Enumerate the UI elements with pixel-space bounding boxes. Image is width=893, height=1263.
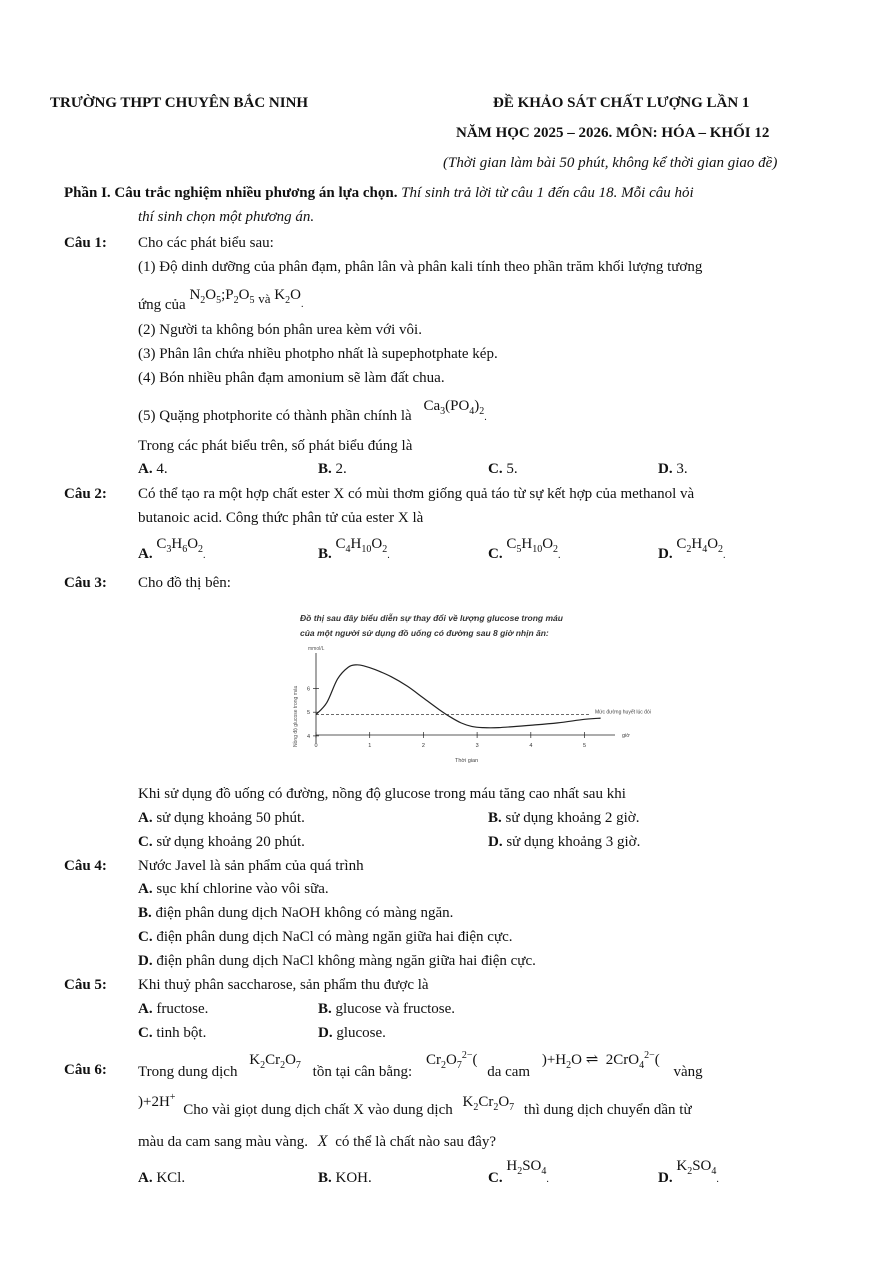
q1-option-c[interactable]: C. 5. <box>488 461 518 477</box>
q4-label: Câu 4: <box>64 858 107 874</box>
q6-line2: )+2H+ Cho vài giọt dung dịch chất X vào dung dịch $K_2Cr_2O_7$ thì dung dịch chuyển dần từ <box>138 1092 692 1118</box>
q2-line2: butanoic acid. Công thức phân tử của ester X là <box>138 510 424 526</box>
q1-statement-1: (1) Độ dinh dưỡng của phân đạm, phân lân và phân kali tính theo phần trăm khối lượng tương <box>138 259 703 275</box>
q5-label: Câu 5: <box>64 977 107 993</box>
q2-option-d[interactable]: D. $C_2H_4O_{2.}$ <box>658 536 726 562</box>
fasting-level-label: Mức đường huyết lúc đói <box>595 709 651 716</box>
q1-intro: Cho các phát biểu sau: <box>138 235 274 251</box>
exam-subtitle: NĂM HỌC 2025 – 2026. MÔN: HÓA – KHỐI 12 <box>456 125 770 141</box>
q5-option-a[interactable]: A. fructose. <box>138 1001 209 1017</box>
q1-statement-4: (4) Bón nhiều phân đạm amonium sẽ làm đất chua. <box>138 370 445 386</box>
q6-option-b[interactable]: B. KOH. <box>318 1170 372 1186</box>
q1-formula-k2o: $K_2O$ <box>274 287 301 306</box>
q1-statement-3: (3) Phân lân chứa nhiều photpho nhất là supephotphate kép. <box>138 346 498 362</box>
q1-s1-pre: ứng của <box>138 297 186 313</box>
part1-instruction: Thí sinh trả lời từ câu 1 đến câu 18. Mỗi câu hỏi <box>397 185 694 201</box>
x-tick-label: 4 <box>529 743 533 749</box>
q5-option-c[interactable]: C. tinh bột. <box>138 1025 207 1041</box>
q1-option-a[interactable]: A. 4. <box>138 461 168 477</box>
chart-yunit: mmol/L <box>308 646 325 652</box>
x-tick-label: 0 <box>314 743 318 749</box>
chart-title-line1: Đồ thị sau đây biểu diễn sự thay đổi về lượng glucose trong máu <box>300 613 563 623</box>
q1-formula-ca3po42: $Ca_3(PO_4)_2$ <box>423 398 485 417</box>
x-tick-label: 1 <box>368 743 372 749</box>
q3-option-c[interactable]: C. sử dụng khoảng 20 phút. <box>138 834 305 850</box>
q5-option-b[interactable]: B. glucose và fructose. <box>318 1001 456 1017</box>
q1-option-d[interactable]: D. 3. <box>658 461 688 477</box>
q3-option-a[interactable]: A. sử dụng khoảng 50 phút. <box>138 810 305 826</box>
q4-option-b[interactable]: B. điện phân dung dịch NaOH không có màng ngăn. <box>138 905 454 921</box>
q3-option-d[interactable]: D. sử dụng khoảng 3 giờ. <box>488 834 641 850</box>
q1-statement-2: (2) Người ta không bón phân urea kèm với vôi. <box>138 322 422 338</box>
q2-option-b[interactable]: B. $C_4H_{10}O_{2.}$ <box>318 536 390 562</box>
q6-option-d[interactable]: D. $K_2SO_{4.}$ <box>658 1158 719 1186</box>
q1-formula-n2o5-p2o5: $N_2O_5;P_2O_5$ <box>189 287 255 306</box>
q1-question: Trong các phát biểu trên, số phát biểu đúng là <box>138 438 413 454</box>
q6-label: Câu 6: <box>64 1062 107 1078</box>
q4-intro: Nước Javel là sản phẩm của quá trình <box>138 858 364 874</box>
glucose-curve <box>316 665 601 728</box>
q1-statement-5: (5) Quặng photphorite có thành phần chính là $Ca_3(PO_4)_{2.}$ <box>138 398 487 424</box>
glucose-chart <box>280 605 690 770</box>
q3-option-b[interactable]: B. sử dụng khoảng 2 giờ. <box>488 810 640 826</box>
chart-title-line2: của một người sử dụng đồ uống có đường sau 8 giờ nhịn ăn: <box>300 628 549 638</box>
y-tick-label: 6 <box>307 686 311 693</box>
q6-option-c[interactable]: C. $H_2SO_{4.}$ <box>488 1158 549 1186</box>
q6-line1: Trong dung dịch $K_2Cr_2O_7$ tồn tại cân bằng: $Cr_2O_7^{2-}$( da cam )$+H_2O$ ⇌ 2CrO$_4^{2-}$( vàng <box>138 1050 703 1080</box>
chart-xlabel: Thời gian <box>455 758 479 764</box>
q1-s5-text: (5) Quặng photphorite có thành phần chính là <box>138 408 412 424</box>
school-name: TRƯỜNG THPT CHUYÊN BẮC NINH <box>50 95 309 111</box>
q2-line1: Có thể tạo ra một hợp chất ester X có mùi thơm giống quả táo từ sự kết hợp của methanol và <box>138 486 695 502</box>
q4-option-d[interactable]: D. điện phân dung dịch NaCl không màng ngăn giữa hai điện cực. <box>138 953 536 969</box>
q1-s1-and: và <box>258 291 271 306</box>
x-tick-label: 2 <box>421 743 425 749</box>
q1-label: Câu 1: <box>64 235 107 251</box>
part1-title: Phần I. Câu trắc nghiệm nhiều phương án lựa chọn. <box>64 185 398 201</box>
q4-option-a[interactable]: A. sục khí chlorine vào vôi sữa. <box>138 881 329 897</box>
y-tick-label: 4 <box>307 733 311 740</box>
q2-option-c[interactable]: C. $C_5H_{10}O_{2.}$ <box>488 536 561 562</box>
x-tick-label: 3 <box>475 743 479 749</box>
q6-line3: màu da cam sang màu vàng. X có thể là chất nào sau đây? <box>138 1133 496 1150</box>
chart-xunit: giờ <box>622 733 630 739</box>
y-tick-label: 5 <box>307 710 311 717</box>
q3-label: Câu 3: <box>64 575 107 591</box>
time-note: (Thời gian làm bài 50 phút, không kể thời gian giao đề) <box>443 155 778 171</box>
q2-label: Câu 2: <box>64 486 107 502</box>
exam-title: ĐỀ KHẢO SÁT CHẤT LƯỢNG LẦN 1 <box>493 95 750 111</box>
part1-instruction-cont: thí sinh chọn một phương án. <box>138 209 315 225</box>
q4-option-c[interactable]: C. điện phân dung dịch NaCl có màng ngăn giữa hai điện cực. <box>138 929 513 945</box>
q1-option-b[interactable]: B. 2. <box>318 461 347 477</box>
part1-heading <box>64 185 694 202</box>
q5-intro: Khi thuỷ phân saccharose, sản phẩm thu được là <box>138 977 429 993</box>
q1-statement-1-cont: ứng của $N_2O_5;P_2O_5$ và $K_2O_.$ <box>138 287 304 313</box>
q3-question: Khi sử dụng đồ uống có đường, nồng độ glucose trong máu tăng cao nhất sau khi <box>138 786 626 802</box>
q6-option-a[interactable]: A. KCl. <box>138 1170 186 1186</box>
q3-intro: Cho đồ thị bên: <box>138 575 231 591</box>
q5-option-d[interactable]: D. glucose. <box>318 1025 386 1041</box>
x-tick-label: 5 <box>583 743 587 749</box>
q2-option-a[interactable]: A. $C_3H_6O_{2.}$ <box>138 536 206 562</box>
chart-ylabel: Nồng độ glucose trong máu <box>293 685 299 747</box>
